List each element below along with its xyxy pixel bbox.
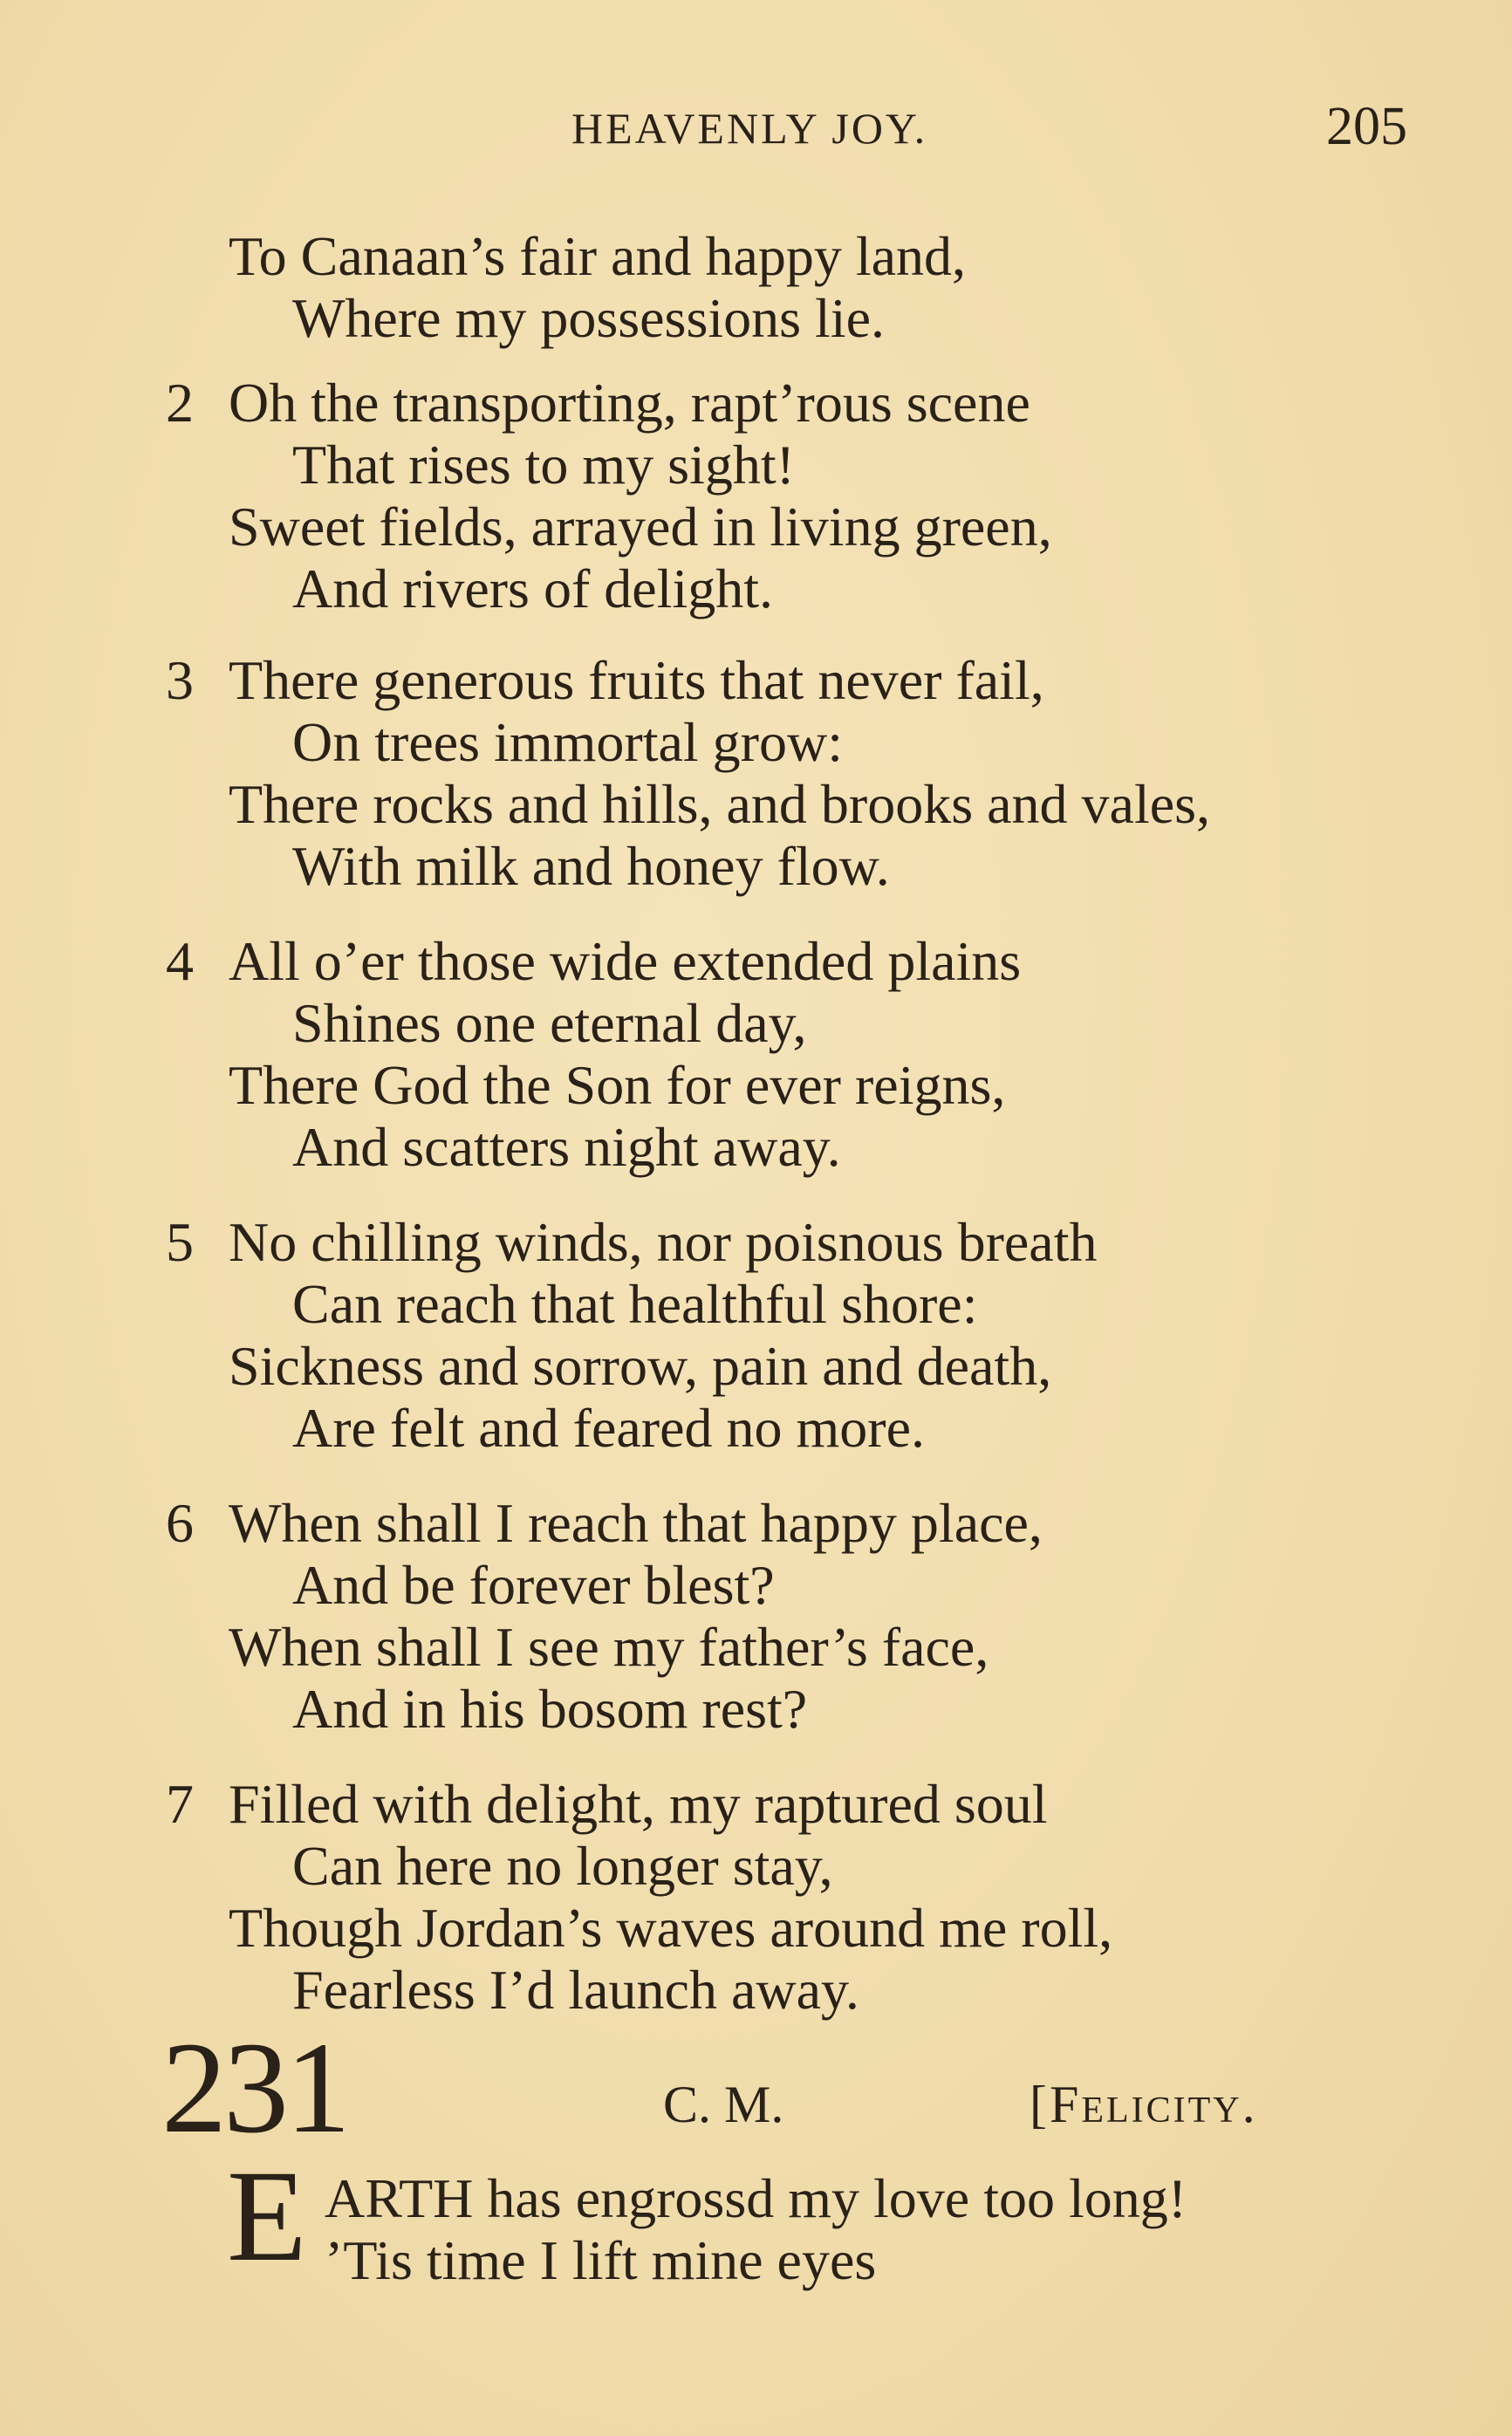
verse-line: Sickness and sorrow, pain and death, <box>229 1335 1052 1397</box>
verse-line: That rises to my sight! <box>292 434 795 496</box>
verse-line: And rivers of delight. <box>292 558 773 619</box>
stanza-number: 2 <box>166 372 194 434</box>
stanza-number: 6 <box>166 1492 194 1554</box>
verse-line: There generous fruits that never fail, <box>229 649 1044 711</box>
running-title: HEAVENLY JOY. <box>571 104 928 153</box>
verse-line: Can reach that healthful shore: <box>292 1273 978 1335</box>
verse-line: When shall I see my father’s face, <box>229 1616 989 1678</box>
verse-line: All o’er those wide extended plains <box>229 930 1022 992</box>
verse-line: There rocks and hills, and brooks and vales, <box>229 773 1211 835</box>
verse-line: And in his bosom rest? <box>292 1678 808 1740</box>
verse-line: Oh the transporting, rapt’rous scene <box>229 372 1030 434</box>
verse-line: Filled with delight, my raptured soul <box>229 1773 1048 1835</box>
verse-line: Can here no longer stay, <box>292 1835 833 1897</box>
verse-line: Though Jordan’s waves around me roll, <box>229 1897 1113 1959</box>
verse-line: ’Tis time I lift mine eyes <box>325 2229 877 2291</box>
verse-line: When shall I reach that happy place, <box>229 1492 1043 1554</box>
hymn-number: 231 <box>161 2015 347 2160</box>
verse-line: Where my possessions lie. <box>292 287 885 349</box>
hymn-meter: C. M. <box>663 2076 784 2133</box>
verse-line: To Canaan’s fair and happy land, <box>229 225 967 287</box>
verse-line: Sweet fields, arrayed in living green, <box>229 496 1052 558</box>
verse-line: No chilling winds, nor poisnous breath <box>229 1211 1098 1273</box>
stanza-number: 7 <box>166 1773 194 1835</box>
verse-line: Are felt and feared no more. <box>292 1397 925 1459</box>
verse-line: And scatters night away. <box>292 1116 841 1178</box>
stanza-number: 3 <box>166 649 194 711</box>
verse-line: On trees immortal grow: <box>292 711 843 773</box>
stanza-number: 5 <box>166 1211 194 1273</box>
verse-line: Fearless I’d launch away. <box>292 1959 859 2021</box>
hymn-tune: [Felicity. <box>1030 2076 1258 2133</box>
page-number: 205 <box>1326 97 1407 156</box>
drop-cap: E <box>227 2144 307 2289</box>
verse-line: Shines one eternal day, <box>292 992 807 1054</box>
verse-line: With milk and honey flow. <box>292 835 890 897</box>
verse-line: ARTH has engrossd my love too long! <box>325 2167 1187 2229</box>
stanza-number: 4 <box>166 930 194 992</box>
verse-line: There God the Son for ever reigns, <box>229 1054 1006 1116</box>
verse-line: And be forever blest? <box>292 1554 775 1616</box>
